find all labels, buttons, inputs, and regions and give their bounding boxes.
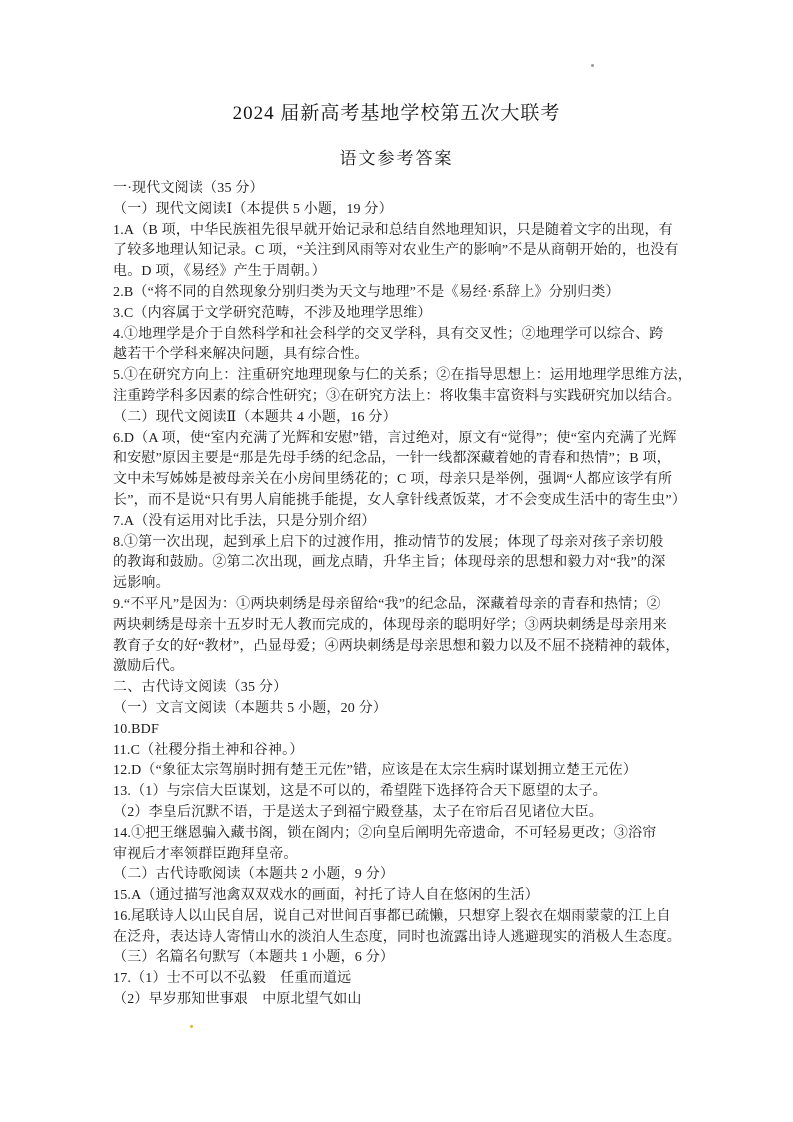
answer-line: 14.①把王继恩骗入藏书阁，锁在阁内；②向皇后阐明先帝遗命，不可轻易更改；③浴帘: [113, 825, 657, 841]
answer-line: （2）李皇后沉默不语，于是送太子到福宁殿登基，太子在帘后召见诸位大臣。: [113, 804, 603, 820]
answer-line: 16.尾联诗人以山民自居，说自己对世间百事都已疏懒，只想穿上裂衣在烟雨蒙蒙的江上自: [113, 908, 671, 924]
answer-line: 1.A（B 项，中华民族祖先很早就开始记录和总结自然地理知识，只是随着文字的出现，有: [113, 222, 673, 238]
answer-line: 二、古代诗文阅读（35 分）: [113, 680, 288, 696]
answer-line: （一）文言文阅读（本题共 5 小题，20 分）: [113, 700, 388, 716]
answer-line: 5.①在研究方向上：注重研究地理现象与仁的关系；②在指导思想上：运用地理学思维方法，: [113, 368, 692, 384]
answer-line: 6.D（A 项，使“室内充满了光辉和安慰”错，言过绝对，原文有“觉得”；使“室内充满了光辉: [113, 430, 677, 446]
answer-line: （2）早岁那知世事艰 中原北望气如山: [113, 992, 362, 1008]
answer-line: 和安慰”原因主要是“那是先母手绣的纪念品，一针一线都深藏着她的青春和热情”；B 项，: [113, 451, 671, 467]
answer-line: 教育子女的好“教材”，凸显母爱；④两块刺绣是母亲思想和毅力以及不屈不挠精神的载体，: [113, 638, 680, 654]
answer-line: 7.A（没有运用对比手法，只是分别介绍）: [113, 513, 376, 529]
answer-line: （二）现代文阅读Ⅱ（本题共 4 小题，16 分）: [113, 409, 397, 425]
answer-line: 2.B（“将不同的自然现象分别归类为天文与地理”不是《易经·系辞上》分别归类）: [113, 284, 620, 300]
answer-line: 激励后代。: [113, 659, 184, 675]
answer-line: 3.C（内容属于文学研究范畴，不涉及地理学思维）: [113, 305, 432, 321]
answer-line: 9.“不平凡”是因为：①两块刺绣是母亲留给“我”的纪念品，深藏着母亲的青春和热情；②: [113, 596, 661, 612]
answer-line: 的教诲和鼓励。②第二次出现，画龙点睛，升华主旨；体现母亲的思想和毅力对“我”的深: [113, 555, 666, 571]
answer-line: 一·现代文阅读（35 分）: [113, 181, 264, 196]
answer-line: （三）名篇名句默写（本题共 1 小题，6 分）: [113, 950, 395, 966]
scan-speck-bottom: [190, 1025, 193, 1028]
answer-line: 审视后才率领群臣跑拜皇帝。: [113, 846, 298, 862]
answer-line: 越若干个学科来解决问题，具有综合性。: [113, 347, 369, 363]
answer-line: 4.①地理学是介于自然科学和社会科学的交叉学科，具有交叉性；②地理学可以综合、跨: [113, 326, 664, 342]
answer-line: 电。D 项，《易经》产生于周朝。）: [113, 264, 327, 280]
answer-line: 远影响。: [113, 576, 170, 592]
answer-line: 注重跨学科多因素的综合性研究；③在研究方法上：将收集丰富资料与实践研究加以结合。: [113, 388, 681, 404]
answer-line: 11.C（社稷分指土神和谷神。）: [113, 742, 304, 758]
answer-line: 17.（1）士不可以不弘毅 任重而道远: [113, 971, 352, 987]
answer-line: 10.BDF: [113, 721, 159, 737]
answer-line: 了较多地理认知记录。C 项，“关注到风雨等对农业生产的影响”不是从商朝开始的，也没有: [113, 243, 679, 259]
answer-line: （一）现代文阅读Ⅰ（本提供 5 小题，19 分）: [113, 201, 393, 217]
answer-line: 8.①第一次出现，起到承上启下的过渡作用，推动情节的发展；体现了母亲对孩子亲切般: [113, 534, 664, 550]
scan-speck-top: [591, 64, 594, 67]
answer-line: 13.（1）与宗信大臣谋划，这是不可以的，希望陛下选择符合天下愿望的太子。: [113, 784, 607, 800]
answer-line: 两块刺绣是母亲十五岁时无人教而完成的，体现母亲的聪明好学；③两块刺绣是母亲用来: [113, 617, 667, 633]
answer-line: 15.A（通过描写池禽双双戏水的画面，衬托了诗人自在悠闲的生活）: [113, 888, 540, 904]
answer-line: 文中未写姊姊是被母亲关在小房间里绣花的；C 项，母亲只是举例，强调“人都应该学有所: [113, 472, 673, 488]
exam-title: 2024 届新高考基地学校第五次大联考: [232, 103, 561, 124]
answer-line: 长”，而不是说“只有男人肩能挑手能提，女人拿针线煮饭菜，才不会变成生活中的寄生虫”）: [113, 492, 687, 508]
answer-line: 12.D（“象征太宗驾崩时拥有楚王元佐”错，应该是在太宗生病时谋划拥立楚王元佐）: [113, 763, 638, 779]
answer-line: 在泛舟，表达诗人寄情山水的淡泊人生态度，同时也流露出诗人逃避现实的消极人生态度。: [113, 929, 681, 945]
answer-body: [113, 179, 691, 1011]
answer-line: （二）古代诗歌阅读（本题共 2 小题，9 分）: [113, 867, 395, 883]
answer-key-subtitle: 语文参考答案: [339, 149, 454, 168]
